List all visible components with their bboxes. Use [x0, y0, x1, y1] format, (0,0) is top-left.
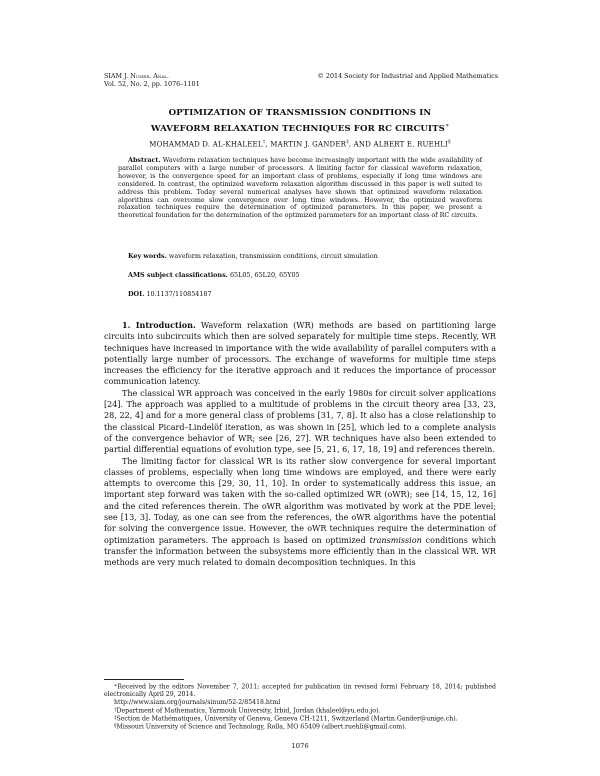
footnote-2	[104, 707, 496, 715]
keywords	[118, 253, 482, 261]
author-sep-2: , AND	[348, 140, 372, 149]
paper-title	[104, 108, 496, 135]
footnotes	[104, 683, 496, 732]
intro-paragraph-1-text: Waveform relaxation (WR) methods are based on partitioning large circuits into subcircuits which then are solved separately for multiple time steps. Recently, WR techniques have increased in importance with the wide availability of parallel computers with a potentially large number of processors. The exchange of waveforms for multiple time steps increases the efficiency for the iterative approach and it reduces the importance of processor communication latency.	[104, 321, 497, 387]
doi-text: 10.1137/110854187	[146, 290, 212, 298]
author-1-mark: †	[262, 139, 266, 145]
copyright-notice: © 2014 Society for Industrial and Applied Mathematics	[317, 72, 498, 80]
journal-header	[104, 73, 200, 88]
author-3-mark: §	[448, 139, 451, 145]
volume-info: Vol. 52, No. 2, pp. 1076–1101	[104, 79, 200, 88]
footnote-rule	[104, 679, 184, 680]
title-line-2-text: WAVEFORM RELAXATION TECHNIQUES FOR RC CIRCUITS	[150, 123, 445, 134]
doi-label: DOI.	[128, 290, 145, 298]
footnote-1-url[interactable]: http://www.siam.org/journals/sinum/52-2/85418.html	[114, 699, 281, 706]
footnote-1-text: Received by the editors November 7, 2011; accepted for publication (in revised form) February 18, 2014; published electronically April 29, 2014.	[104, 683, 496, 699]
footnote-3	[104, 715, 496, 723]
footnote-4-mark: §	[114, 723, 117, 730]
keywords-text: waveform relaxation, transmission conditions, circuit simulation	[168, 252, 378, 260]
intro-paragraph-1	[104, 320, 496, 388]
title-footnote-mark: ∗	[444, 121, 450, 129]
title-line-2	[104, 120, 496, 135]
keywords-label: Key words.	[128, 252, 167, 260]
author-sep-1: ,	[265, 140, 268, 149]
author-3: ALBERT E. RUEHLI	[373, 140, 449, 149]
author-2: MARTIN J. GANDER	[270, 140, 347, 149]
intro-paragraph-3	[104, 456, 496, 569]
footnote-3-mark: ‡	[114, 715, 117, 721]
ams-label: AMS subject classifications.	[128, 271, 228, 279]
footnote-4	[104, 723, 496, 731]
intro-paragraph-3-text-a: The limiting factor for classical WR is its rather slow convergence for several important classes of problems, especially when long time windows are employed, and there were early attempts to overcome this [29, 30, 11, 10]. In order to systematically address this issue, an important step forward was taken with the so-called optimized WR (oWR); see [14, 15, 12, 16] and the cited references therein. The oWR algorithm was motivated by work at the PDE level; see [13, 3]. Today, as one can see from the references, the oWR algorithms have the potential for solving the convergence issue. However, the oWR techniques require the determination of optimization parameters. The approach is based on optimized	[104, 456, 496, 545]
intro-paragraph-3-italic: transmission	[369, 535, 422, 545]
introduction-section	[104, 320, 496, 569]
page-number: 1076	[291, 742, 309, 750]
footnote-2-text: Department of Mathematics, Yarmouk University, Irbid, Jordan (khaleel@yu.edu.jo).	[116, 707, 381, 715]
footnote-1	[104, 683, 496, 699]
footnote-3-text: Section de Mathématiques, University of Geneva, Geneva CH-1211, Switzerland (Martin.Gander@unige.ch).	[116, 715, 458, 723]
footnote-2-mark: †	[114, 706, 117, 713]
author-2-mark: ‡	[346, 139, 349, 145]
abstract-label: Abstract.	[128, 156, 161, 164]
footnote-1-mark: ∗	[114, 683, 118, 689]
ams-text: 65L05, 65L20, 65Y05	[229, 271, 300, 279]
doi	[118, 291, 482, 299]
abstract	[118, 157, 482, 220]
footnote-4-text: Missouri University of Science and Technology, Rolla, MO 65409 (albert.ruehli@gmail.com).	[116, 723, 407, 731]
title-line-1: OPTIMIZATION OF TRANSMISSION CONDITIONS IN	[168, 108, 432, 118]
intro-paragraph-2: The classical WR approach was conceived in the early 1980s for circuit solver applications [24]. The approach was applied to a multitude of problems in the circuit theory area [33, 23, 28, 22, 4] and for a more general class of problems [31, 7, 8]. It also has a close relationship to the classical Picard–Lindelöf iteration, as was shown in [25], which led to a complete analysis of the convergence behavior of WR; see [26, 27]. WR techniques have also been extended to partial differential equations of evolution type, see [5, 21, 6, 17, 18, 19] and references therein.	[104, 388, 496, 455]
section-title: 1. Introduction.	[122, 320, 196, 330]
journal-name: SIAM J. Numer. Anal.	[104, 72, 169, 80]
abstract-text: Waveform relaxation techniques have become increasingly important with the wide availability of parallel computers with a large number of processors. A limiting factor for classical waveform relaxation, however, is the convergence speed for an important class of problems, especially if long time windows are considered. In contrast, the optimized waveform relaxation algorithm discussed in this paper is well suited to address this problem. Today several numerical analyses have shown that optimized waveform relaxation algorithms can overcome slow convergence over long time windows. However, the optimized waveform relaxation techniques require the determination of optimized parameters. In this paper, we present a theoretical foundation for the determination of the optimized parameters for an important class of RC circuits.	[118, 156, 482, 220]
author-list	[104, 138, 496, 149]
intro-paragraph-3-text-b: conditions which transfer the information between the subsystems more efficiently than in the classical WR. WR methods are very much related to domain decomposition techniques. In this	[104, 535, 497, 568]
author-1: MOHAMMAD D. AL-KHALEEL	[149, 140, 263, 149]
ams-classifications	[118, 272, 482, 280]
